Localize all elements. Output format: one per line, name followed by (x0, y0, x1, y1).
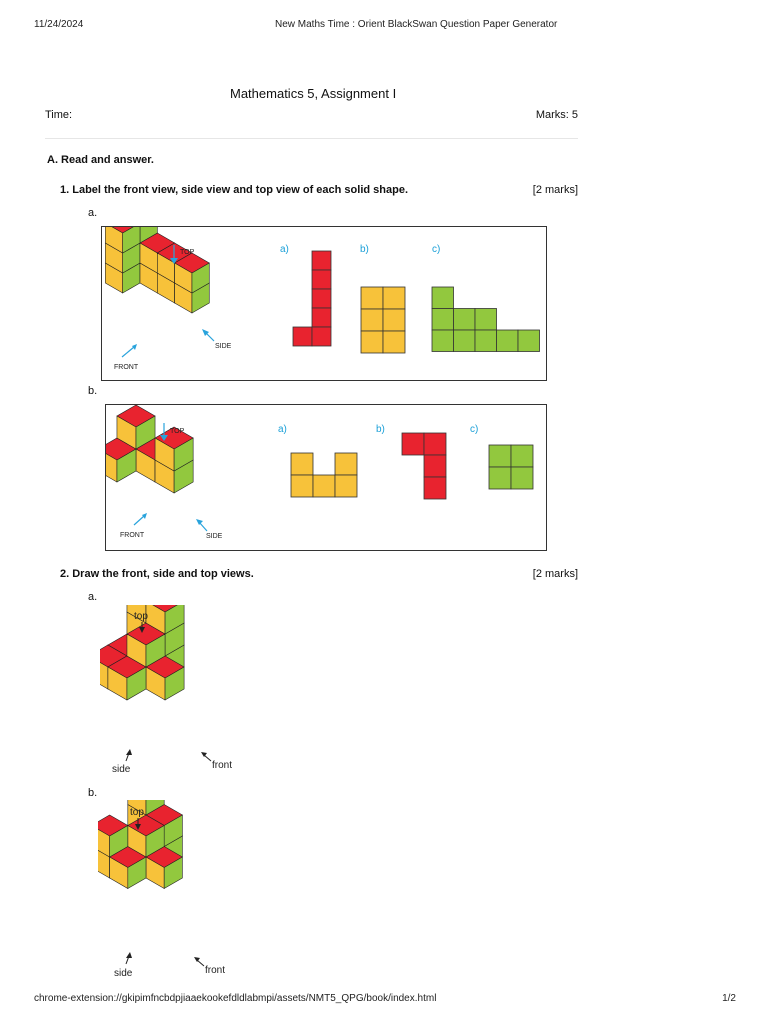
q1b-view-b-grid (402, 433, 446, 499)
q2a-top-label: top (134, 611, 148, 622)
q1a-option-b-label: b) (360, 244, 369, 255)
marks-label: Marks: 5 (535, 109, 578, 121)
q1a-option-a-label: a) (280, 244, 289, 255)
question-1-marks: [2 marks] (532, 184, 578, 196)
time-label: Time: (45, 109, 73, 121)
q2b-side-arrow (126, 952, 132, 964)
print-page-number: 1/2 (722, 993, 736, 1004)
q1a-side-arrow (202, 329, 232, 350)
view-square (432, 330, 454, 352)
question-1a-figure (101, 226, 547, 381)
q1b-option-c-label: c) (470, 424, 479, 435)
view-square (383, 309, 405, 331)
q2b-top-label: top (130, 807, 144, 818)
view-square (312, 251, 331, 270)
view-square (454, 309, 476, 331)
q1b-front-arrow (120, 513, 147, 539)
q1a-option-c-label: c) (432, 244, 441, 255)
question-1-text: 1. Label the front view, side view and top view of each solid shape. (60, 184, 409, 196)
q1a-side-label: SIDE (215, 343, 232, 350)
view-square (313, 475, 335, 497)
view-square (402, 433, 424, 455)
view-square (424, 477, 446, 499)
question-1b-figure (105, 404, 547, 551)
paper-title: Mathematics 5, Assignment I (230, 86, 397, 101)
view-square (293, 327, 312, 346)
question-1-part-a-label: a. (88, 207, 98, 219)
view-square (312, 289, 331, 308)
question-2-marks: [2 marks] (532, 568, 578, 580)
view-square (489, 445, 511, 467)
q1a-view-b-grid (361, 287, 405, 353)
q1b-front-label: FRONT (120, 532, 145, 539)
view-square (424, 455, 446, 477)
view-square (312, 308, 331, 327)
q1b-option-b-label: b) (376, 424, 385, 435)
q1b-side-arrow (196, 519, 223, 540)
view-square (291, 475, 313, 497)
q2b-front-label: front (205, 965, 226, 976)
q1b-side-label: SIDE (206, 533, 223, 540)
view-square (511, 467, 533, 489)
view-square (475, 330, 497, 352)
view-square (361, 331, 383, 353)
view-square (497, 330, 519, 352)
view-square (291, 453, 313, 475)
q2b-side-label: side (114, 968, 133, 979)
view-square (335, 453, 357, 475)
print-date: 11/24/2024 (34, 19, 84, 30)
view-square (475, 309, 497, 331)
view-square (312, 327, 331, 346)
section-heading: A. Read and answer. (47, 154, 154, 166)
view-square (383, 331, 405, 353)
view-square (489, 467, 511, 489)
view-square (361, 287, 383, 309)
view-square (518, 330, 540, 352)
question-2a-figure (100, 605, 250, 777)
q1a-top-label: TOP (180, 249, 195, 256)
question-1-part-b-label: b. (88, 385, 98, 397)
view-square (383, 287, 405, 309)
view-square (424, 433, 446, 455)
q2a-front-arrow (201, 752, 211, 761)
q1b-cube-solid (106, 405, 193, 493)
q2b-front-arrow (194, 957, 204, 966)
view-square (312, 270, 331, 289)
question-2-text: 2. Draw the front, side and top views. (60, 568, 254, 580)
q1a-view-a-grid (293, 251, 331, 346)
question-2b-figure (98, 800, 248, 980)
view-square (432, 309, 454, 331)
q1a-view-c-grid (432, 287, 540, 352)
view-square (432, 287, 454, 309)
question-2-part-b-label: b. (88, 787, 98, 799)
view-square (454, 330, 476, 352)
header-divider (45, 138, 578, 139)
question-2-part-a-label: a. (88, 591, 98, 603)
print-footer-url: chrome-extension://gkipimfncbdpjiaaekookefdldlabmpi/assets/NMT5_QPG/book/index.html (34, 993, 437, 1004)
q1b-top-label: TOP (170, 428, 185, 435)
view-square (335, 475, 357, 497)
q1a-front-label: FRONT (114, 364, 139, 371)
q1b-view-a-grid (291, 453, 357, 497)
view-square (511, 445, 533, 467)
q1a-cube-solid (105, 227, 209, 313)
q2a-side-label: side (112, 764, 131, 775)
print-page-title: New Maths Time : Orient BlackSwan Question Paper Generator (275, 19, 558, 30)
q2a-front-label: front (212, 760, 233, 771)
q2a-side-arrow (126, 749, 132, 761)
q1b-view-c-grid (489, 445, 533, 489)
view-square (361, 309, 383, 331)
q1b-option-a-label: a) (278, 424, 287, 435)
q1a-front-arrow (114, 344, 139, 371)
